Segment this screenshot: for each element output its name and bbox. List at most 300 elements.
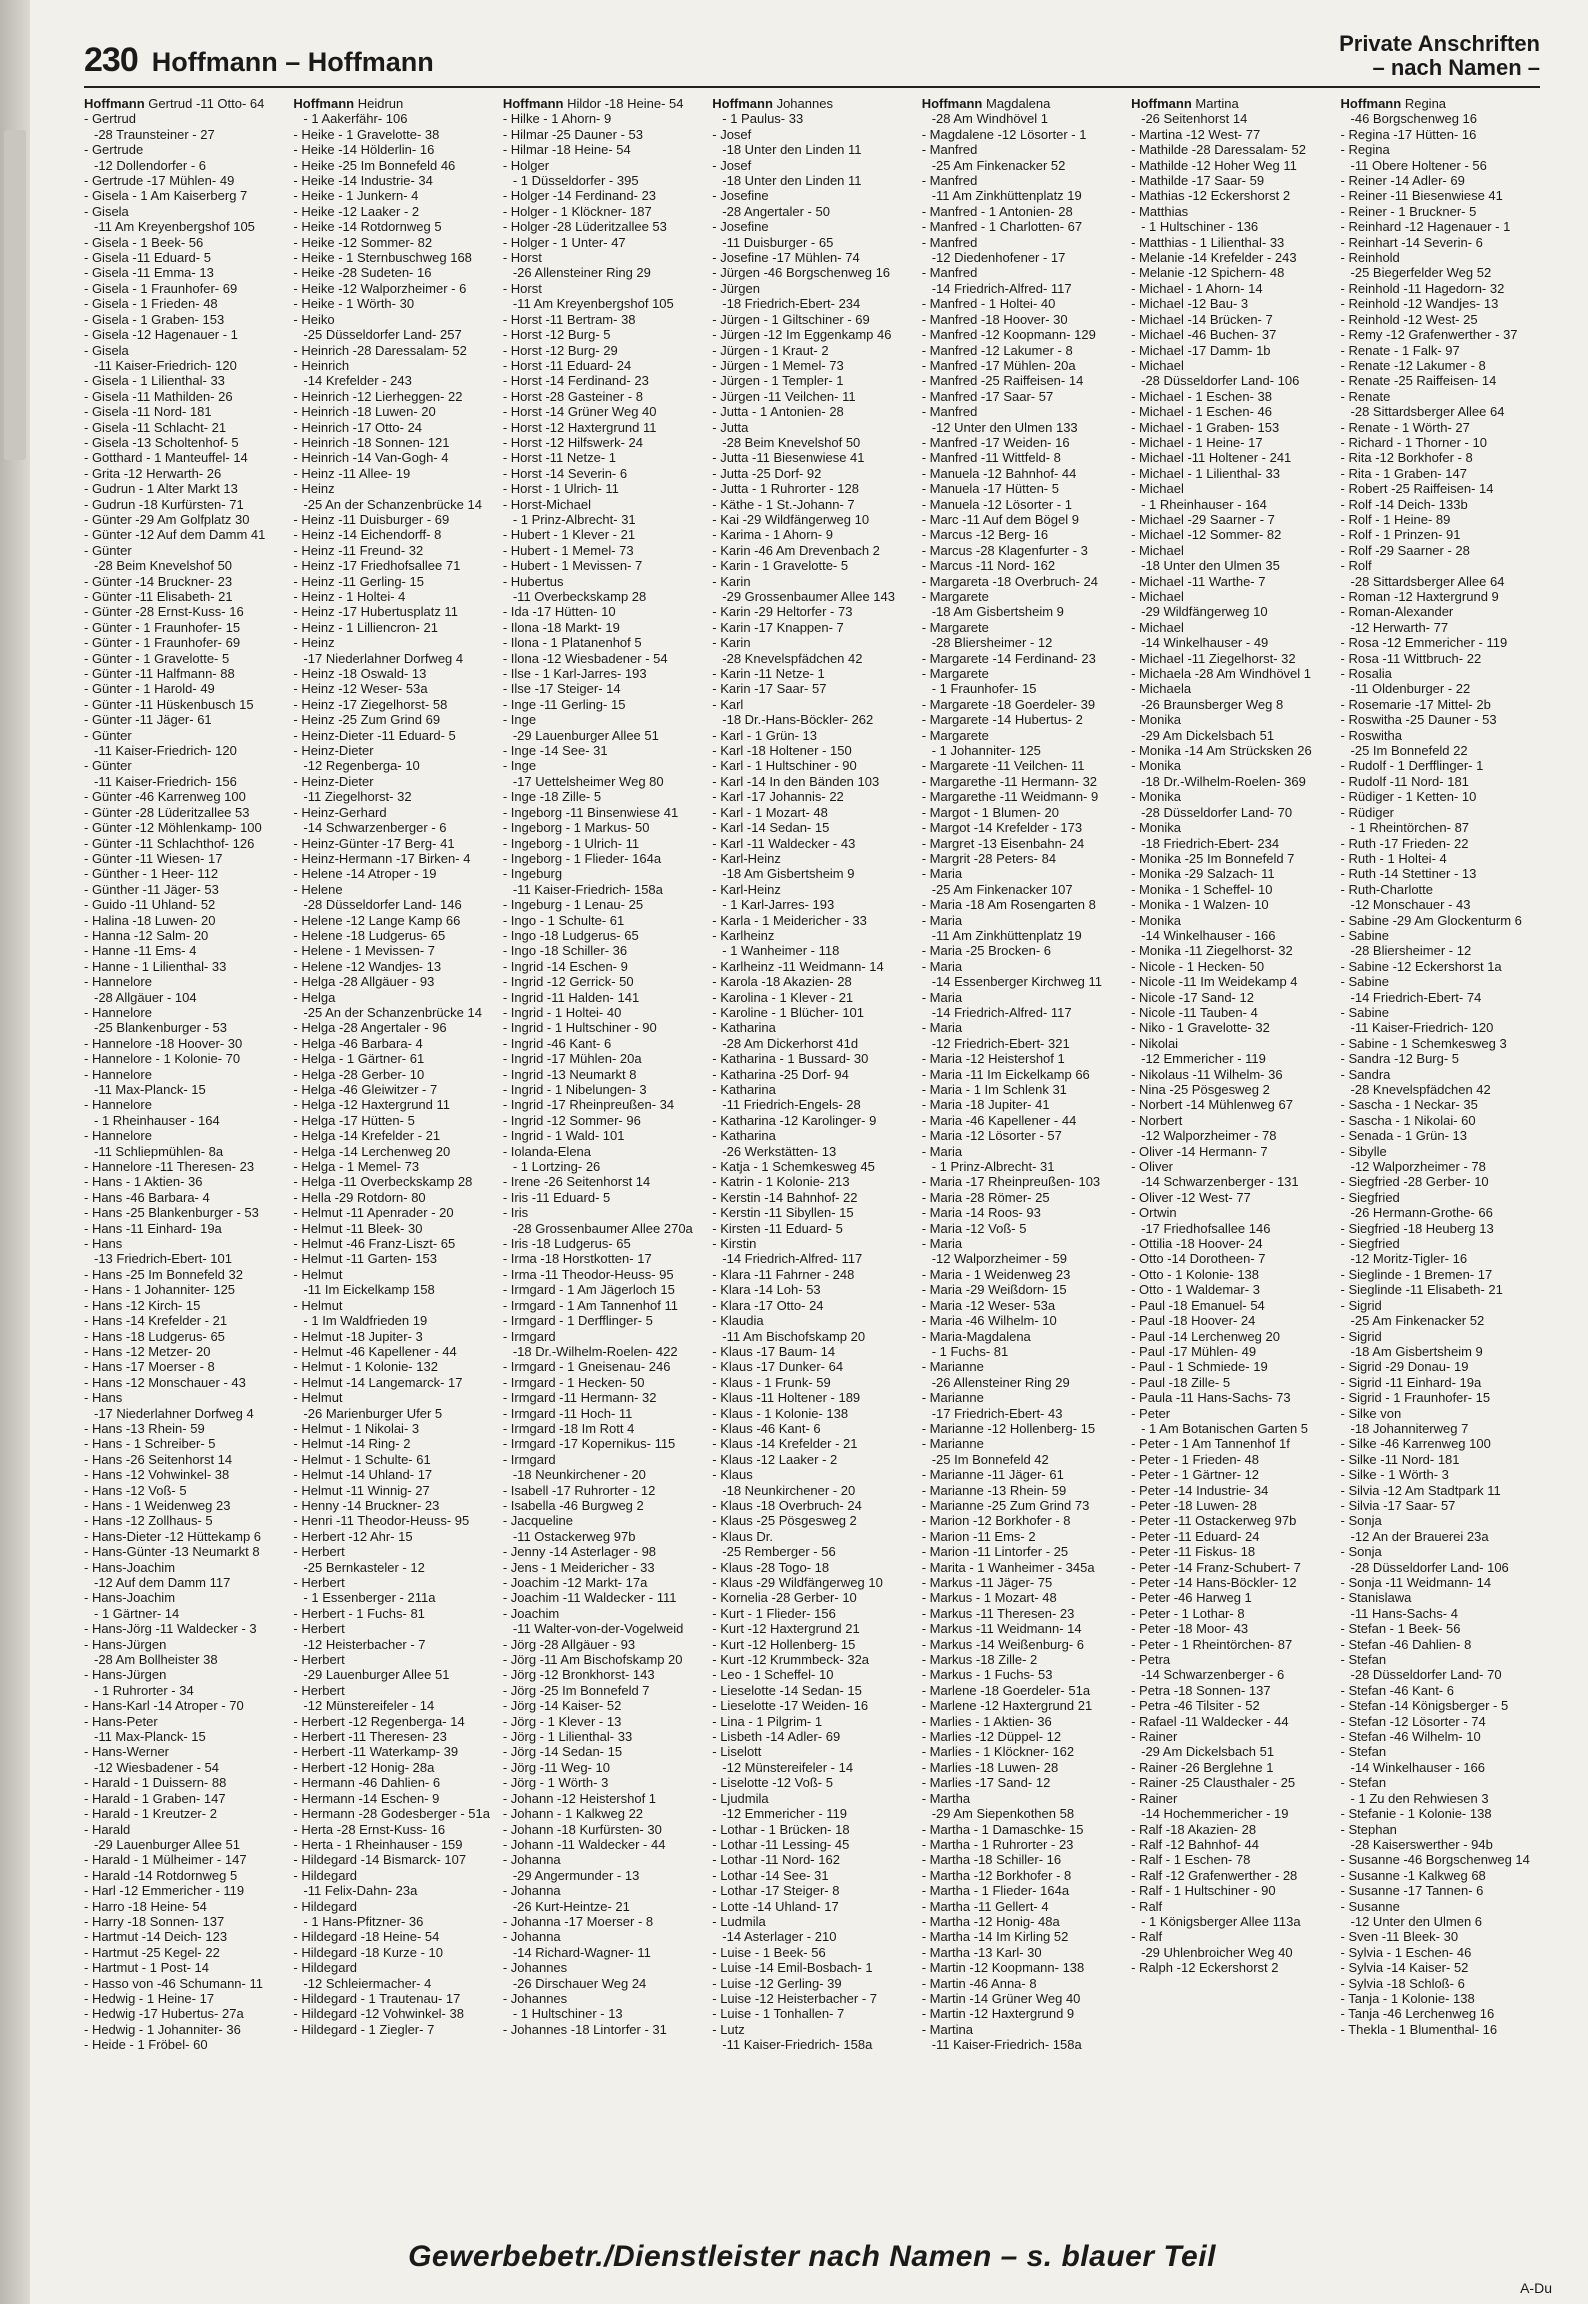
entry-text: -12 Diedenhofener - 17 [931, 250, 1066, 266]
entry-text: - Helmut -14 Langemarck- 17 [293, 1374, 463, 1390]
directory-entry [1341, 758, 1540, 773]
directory-entry [712, 959, 911, 974]
entry-text: - Martin -46 Anna- 8 [921, 1975, 1037, 1991]
directory-entry [712, 1128, 911, 1143]
entry-text: -28 Allgäuer - 104 [94, 989, 197, 1005]
entry-text: - Helmut -46 Kapellener - 44 [293, 1343, 457, 1359]
directory-entry [922, 728, 1121, 743]
directory-entry [1131, 204, 1330, 219]
directory-entry [1341, 589, 1540, 604]
directory-entry [1131, 1097, 1330, 1112]
directory-entry [922, 635, 1121, 650]
directory-entry [1341, 1020, 1540, 1035]
directory-entry [1341, 527, 1540, 542]
directory-entry [1131, 1452, 1330, 1467]
entry-text: - Irmgard -11 Hermann- 32 [502, 1390, 657, 1406]
entry-text: - Michael -11 Ziegelhorst- 32 [1131, 650, 1296, 666]
entry-text: - Katharina [712, 1020, 776, 1036]
directory-entry [922, 604, 1121, 619]
entry-text: - Manfred - 1 Charlotten- 67 [921, 219, 1083, 235]
directory-entry [503, 173, 702, 188]
directory-entry [922, 1667, 1121, 1682]
directory-entry [1131, 943, 1330, 958]
directory-entry [712, 111, 911, 126]
directory-entry [922, 1267, 1121, 1282]
directory-entry [1131, 1344, 1330, 1359]
entry-text: - Irmgard - 1 Derfflinger- 5 [502, 1313, 653, 1329]
entry-text: - Heinz-Gerhard [293, 804, 387, 820]
directory-entry [712, 1221, 911, 1236]
directory-entry [1341, 620, 1540, 635]
directory-entry [712, 420, 911, 435]
entry-text: - Harald [84, 1821, 131, 1837]
entry-text: -28 Düsseldorfer Land- 70 [1350, 1667, 1502, 1683]
entry-text: - Matthias - 1 Lilienthal- 33 [1131, 234, 1285, 250]
entry-text: - Mathilde -12 Hoher Weg 11 [1131, 157, 1297, 173]
directory-entry [1341, 974, 1540, 989]
directory-entry [1131, 158, 1330, 173]
entry-text: - Sieglinde -11 Elisabeth- 21 [1340, 1282, 1503, 1298]
entry-text: - Jörg - 1 Lilienthal- 33 [502, 1729, 633, 1745]
directory-entry [503, 1929, 702, 1944]
entry-text: - Ingrid -46 Kant- 6 [502, 1035, 612, 1051]
entry-text: - Susanne -17 Tannen- 6 [1340, 1883, 1484, 1899]
entry-text: - Marc -11 Auf dem Bögel 9 [921, 511, 1079, 527]
entry-text: - Oliver -12 West- 77 [1131, 1189, 1251, 1205]
directory-entry [1341, 343, 1540, 358]
entry-text: - Paul -18 Emanuel- 54 [1131, 1297, 1265, 1313]
directory-entry [1131, 420, 1330, 435]
entry-text: - 1 Zu den Rehwiesen 3 [1350, 1790, 1489, 1806]
entry-text: - Monika -29 Salzach- 11 [1131, 866, 1275, 882]
entry-text: - Magdalene -12 Lösorter - 1 [921, 126, 1087, 142]
directory-entry [712, 204, 911, 219]
directory-entry [1341, 866, 1540, 881]
entry-text: - Maria -18 Jupiter- 41 [921, 1097, 1050, 1113]
entry-text: - Heide - 1 Fröbel- 60 [84, 2037, 208, 2053]
directory-entry [1341, 943, 1540, 958]
entry-text: - Iris -18 Ludgerus- 65 [502, 1236, 631, 1252]
entry-text: - Nicole -17 Sand- 12 [1131, 989, 1254, 1005]
entry-text: -17 Uettelsheimer Weg 80 [512, 773, 664, 789]
entry-text: - Jenny -14 Asterlager - 98 [502, 1544, 657, 1560]
directory-entry [1341, 1744, 1540, 1759]
directory-entry [293, 1513, 492, 1528]
directory-entry [84, 1929, 283, 1944]
entry-text: - 1 Aakerfähr- 106 [303, 111, 408, 127]
entry-text: - Karl-Heinz [712, 881, 781, 897]
entry-text: - Stefan -14 Königsberger - 5 [1340, 1698, 1509, 1714]
directory-entry [503, 990, 702, 1005]
entry-text: -29 Uhlenbroicher Weg 40 [1141, 1944, 1293, 1960]
entry-text: - Irma -11 Theodor-Heuss- 95 [502, 1266, 674, 1282]
directory-entry [84, 1251, 283, 1266]
entry-text: - Manfred [921, 142, 978, 158]
directory-entry [84, 712, 283, 727]
directory-entry [712, 250, 911, 265]
entry-text: - Heike -14 Hölderlin- 16 [293, 142, 435, 158]
directory-entry [503, 1590, 702, 1605]
directory-entry [84, 373, 283, 388]
entry-text: - Sabine - 1 Schemkesweg 3 [1340, 1035, 1507, 1051]
directory-entry [503, 959, 702, 974]
entry-text: - Monika - 1 Scheffel- 10 [1131, 881, 1273, 897]
directory-entry [712, 1467, 911, 1482]
directory-entry [1131, 188, 1330, 203]
entry-text: - Hans -12 Monschauer - 43 [84, 1374, 246, 1390]
entry-text: - Horst-Michael [502, 496, 591, 512]
entry-text: - Gisela [84, 342, 129, 358]
directory-entry [293, 1344, 492, 1359]
entry-text: - Karoline - 1 Blücher- 101 [712, 1004, 865, 1020]
directory-entry [503, 651, 702, 666]
entry-text: - Michael [1131, 619, 1184, 635]
directory-entry [1341, 512, 1540, 527]
entry-text: - Peter -46 Harweg 1 [1131, 1590, 1252, 1606]
entry-text: - Margarete -14 Hubertus- 2 [921, 712, 1083, 728]
entry-text: - Heike - 1 Junkern- 4 [293, 188, 419, 204]
entry-text: - Ingrid - 1 Holtei- 40 [502, 1004, 622, 1020]
entry-text: -28 Bliersheimer - 12 [1350, 943, 1472, 959]
entry-text: - Michael -17 Damm- 1b [1131, 342, 1271, 358]
directory-entry [712, 1020, 911, 1035]
directory-entry [712, 928, 911, 943]
entry-text: -18 Neunkirchener - 20 [512, 1467, 646, 1483]
entry-text: - Hannelore [84, 1004, 152, 1020]
entry-text: - Heinz-Hermann -17 Birken- 4 [293, 850, 471, 866]
entry-text: - Hans -26 Seitenhorst 14 [84, 1451, 233, 1467]
directory-entry [712, 404, 911, 419]
entry-text: - 1 Paulus- 33 [722, 111, 804, 127]
entry-text: - Michael -12 Sommer- 82 [1131, 527, 1282, 543]
directory-entry [1341, 990, 1540, 1005]
directory-entry [503, 1683, 702, 1698]
entry-text: - Ruth-Charlotte [1340, 881, 1434, 897]
directory-entry [1341, 1544, 1540, 1559]
entry-text: - Inge -11 Gerling- 15 [502, 696, 626, 712]
directory-entry [712, 913, 911, 928]
entry-text: - Ruth - 1 Holtei- 4 [1340, 850, 1447, 866]
directory-entry [712, 512, 911, 527]
directory-entry [1341, 1899, 1540, 1914]
directory-entry [293, 1128, 492, 1143]
entry-text: -28 Knevelspfädchen 42 [1350, 1082, 1491, 1097]
directory-entry [1131, 142, 1330, 157]
directory-entry [1131, 527, 1330, 542]
directory-entry [1131, 1313, 1330, 1328]
entry-text: -14 Winkelhauser - 49 [1141, 635, 1269, 651]
directory-entry [922, 1760, 1121, 1775]
entry-text: -11 Kaiser-Friedrich- 158a [931, 2037, 1082, 2053]
entry-text: - Ottilia -18 Hoover- 24 [1131, 1236, 1263, 1252]
entry-text: - Helmut -11 Garten- 153 [293, 1251, 437, 1267]
directory-entry [293, 1698, 492, 1713]
directory-entry [922, 2037, 1121, 2052]
directory-entry [922, 805, 1121, 820]
directory-entry [922, 466, 1121, 481]
directory-entry [293, 142, 492, 157]
directory-entry [1131, 1960, 1330, 1975]
directory-entry [922, 1914, 1121, 1929]
entry-text: - Ingrid -11 Halden- 141 [502, 989, 640, 1005]
entry-text: - Silvia -12 Am Stadtpark 11 [1340, 1482, 1501, 1498]
directory-entry [1131, 959, 1330, 974]
entry-text: - Maria [921, 989, 963, 1005]
directory-column [1341, 96, 1540, 2214]
directory-entry [293, 820, 492, 835]
entry-text: - Sigrid -11 Einhard- 19a [1340, 1374, 1482, 1390]
entry-text: - Helga -46 Barbara- 4 [293, 1035, 423, 1051]
directory-entry [503, 142, 702, 157]
directory-entry [922, 820, 1121, 835]
entry-text: - Günter [84, 727, 132, 743]
directory-entry [712, 1621, 911, 1636]
entry-text: - Roswitha [1340, 727, 1402, 743]
directory-entry [712, 1729, 911, 1744]
directory-entry [84, 620, 283, 635]
entry-text: - Manfred [921, 173, 978, 189]
entry-text: - Katharina - 1 Bussard- 30 [712, 1051, 869, 1067]
entry-text: - Maria [921, 1020, 963, 1036]
directory-entry [503, 1945, 702, 1960]
directory-entry [712, 1390, 911, 1405]
directory-entry [922, 2006, 1121, 2021]
entry-text: - Martha - 1 Damaschke- 15 [921, 1821, 1084, 1837]
directory-entry [84, 250, 283, 265]
entry-text: - Günther -11 Jäger- 53 [84, 881, 219, 897]
entry-text: - Liselotte -12 Voß- 5 [712, 1775, 833, 1791]
entry-text: - Irmgard - 1 Gneisenau- 246 [502, 1359, 671, 1375]
directory-entry [1131, 1051, 1330, 1066]
directory-entry [1131, 435, 1330, 450]
entry-text: - 1 Rheintörchen- 87 [1350, 820, 1470, 836]
entry-text: - Stefanie - 1 Kolonie- 138 [1340, 1806, 1492, 1822]
entry-text: -29 Angermunder - 13 [512, 1867, 640, 1883]
entry-text: - Ingo -18 Ludgerus- 65 [502, 927, 639, 943]
directory-entry [503, 2022, 702, 2037]
directory-entry [84, 1390, 283, 1405]
directory-entry [712, 1544, 911, 1559]
directory-entry [922, 1144, 1121, 1159]
entry-text: - Günter -11 Wiesen- 17 [84, 850, 223, 866]
entry-text: - Reiner -11 Biesenwiese 41 [1340, 188, 1503, 204]
entry-text: - Peter -18 Moor- 43 [1131, 1621, 1249, 1637]
entry-text: - 1 Johanniter- 125 [931, 743, 1041, 759]
directory-entry [922, 543, 1121, 558]
entry-text: - Heinz -11 Allee- 19 [293, 465, 411, 481]
entry-text: - Klaus - 1 Frunk- 59 [712, 1374, 831, 1390]
entry-text: - Horst [502, 250, 542, 266]
directory-entry [84, 512, 283, 527]
directory-entry [84, 1806, 283, 1821]
directory-entry [293, 343, 492, 358]
directory-entry [922, 1190, 1121, 1205]
directory-entry [1341, 1406, 1540, 1421]
directory-entry [1341, 1390, 1540, 1405]
entry-text: - Horst -14 Severin- 6 [502, 465, 628, 481]
entry-text: - Stefan -12 Lösorter - 74 [1340, 1713, 1486, 1729]
directory-entry [1341, 728, 1540, 743]
directory-entry [922, 204, 1121, 219]
directory-entry [1131, 281, 1330, 296]
directory-entry [1341, 1775, 1540, 1790]
entry-text: - Heike -25 Im Bonnefeld 46 [293, 157, 456, 173]
entry-text: -18 Unter den Linden 11 [722, 142, 862, 158]
entry-text: - Karin - 1 Gravelotte- 5 [712, 558, 849, 574]
directory-entry [84, 589, 283, 604]
directory-entry [503, 373, 702, 388]
entry-text: - Markus -11 Weidmann- 14 [921, 1621, 1082, 1637]
directory-entry [712, 543, 911, 558]
entry-text: -11 Obere Holtener - 56 [1350, 157, 1487, 173]
directory-entry [1131, 1698, 1330, 1713]
entry-text: - Hans-Karl -14 Atroper - 70 [84, 1698, 244, 1714]
directory-entry [503, 1852, 702, 1867]
directory-entry [712, 1929, 911, 1944]
entry-text: -26 Allensteiner Ring 29 [512, 265, 651, 281]
directory-entry [84, 420, 283, 435]
directory-entry [1131, 1744, 1330, 1759]
entry-text: - Kornelia -28 Gerber- 10 [712, 1590, 857, 1606]
directory-entry [922, 1406, 1121, 1421]
directory-entry [712, 481, 911, 496]
directory-entry [922, 589, 1121, 604]
entry-text: - Siegfried -18 Heuberg 13 [1340, 1220, 1494, 1236]
directory-entry [1341, 420, 1540, 435]
directory-entry [293, 435, 492, 450]
entry-text: - Hans-Günter -13 Neumarkt 8 [84, 1544, 260, 1560]
directory-entry [1341, 1575, 1540, 1590]
directory-entry [293, 1267, 492, 1282]
directory-entry [293, 1822, 492, 1837]
entry-text: - Heinrich -28 Daressalam- 52 [293, 342, 467, 358]
entry-text: - Marlene -12 Haxtergrund 21 [921, 1698, 1093, 1714]
entry-text: - Karolina - 1 Klever - 21 [712, 989, 854, 1005]
directory-entry [1131, 728, 1330, 743]
entry-text: - Rosemarie -17 Mittel- 2b [1340, 696, 1491, 712]
directory-entry [922, 1822, 1121, 1837]
directory-entry [712, 1406, 911, 1421]
entry-text: - Heinz - 1 Lilliencron- 21 [293, 619, 438, 635]
entry-text: - Horst - 1 Ulrich- 11 [502, 481, 619, 497]
entry-surname: Hoffmann [502, 96, 564, 111]
entry-text: - 1 Lortzing- 26 [512, 1159, 601, 1175]
entry-text: - Herbert -12 Ahr- 15 [293, 1528, 413, 1544]
directory-entry [712, 1698, 911, 1713]
entry-text: -25 Im Bonnefeld 42 [931, 1451, 1049, 1467]
directory-entry [503, 974, 702, 989]
directory-entry [1131, 343, 1330, 358]
directory-entry [712, 1560, 911, 1575]
entry-text: -17 Friedhofsallee 146 [1141, 1220, 1271, 1236]
entry-text: - Silke -46 Karrenweg 100 [1340, 1436, 1491, 1452]
directory-entry [1131, 1467, 1330, 1482]
entry-text: - Helga [293, 989, 336, 1005]
directory-entry [84, 1113, 283, 1128]
entry-text: -11 Am Zinkhüttenplatz 19 [931, 927, 1082, 943]
directory-entry [293, 512, 492, 527]
directory-entry [1131, 1113, 1330, 1128]
directory-entry [1341, 481, 1540, 496]
entry-text: - Johannes [502, 1990, 568, 2006]
directory-entry [712, 173, 911, 188]
entry-text: - Helga -14 Krefelder - 21 [293, 1128, 441, 1144]
directory-entry [503, 1575, 702, 1590]
directory-entry [84, 1729, 283, 1744]
directory-entry [1131, 774, 1330, 789]
entry-text: - Hans - 1 Aktien- 36 [84, 1174, 203, 1190]
entry-text: - Günter -28 Ernst-Kuss- 16 [84, 604, 244, 620]
directory-entry [503, 1236, 702, 1251]
directory-entry [293, 1498, 492, 1513]
entry-text: - Rolf - 1 Prinzen- 91 [1340, 527, 1461, 543]
entry-text: - Katja - 1 Schemkesweg 45 [712, 1159, 875, 1175]
entry-text: - Günter -11 Schlachthof- 126 [84, 835, 255, 851]
directory-entry [84, 265, 283, 280]
entry-text: -28 Bliersheimer - 12 [931, 635, 1053, 651]
directory-entry [922, 774, 1121, 789]
directory-entry [84, 882, 283, 897]
directory-entry [503, 1313, 702, 1328]
entry-text: - Michael - 1 Lilienthal- 33 [1131, 465, 1280, 481]
entry-text: -28 Sittardsberger Allee 64 [1350, 404, 1505, 420]
directory-entry [712, 1760, 911, 1775]
entry-text: - Heinz -17 Ziegelhorst- 58 [293, 696, 448, 712]
entry-text: - Rosalia [1340, 666, 1392, 682]
directory-entry [293, 1544, 492, 1559]
directory-entry [84, 1852, 283, 1867]
entry-text: -26 Kurt-Heintze- 21 [512, 1898, 630, 1914]
entry-text: - Melanie -14 Krefelder - 243 [1131, 250, 1297, 266]
directory-entry [922, 1282, 1121, 1297]
directory-entry [293, 219, 492, 234]
directory-entry [922, 327, 1121, 342]
directory-entry [84, 2037, 283, 2052]
directory-entry [293, 1637, 492, 1652]
directory-entry [712, 712, 911, 727]
directory-entry [1341, 1036, 1540, 1051]
entry-text: - Hans -25 Blankenburger - 53 [84, 1205, 259, 1221]
entry-text: - Silke von [1340, 1405, 1402, 1421]
directory-entry [922, 1529, 1121, 1544]
directory-entry [293, 1144, 492, 1159]
entry-text: - Martha -12 Borkhofer - 8 [921, 1867, 1072, 1883]
directory-entry [712, 127, 911, 142]
directory-entry [84, 635, 283, 650]
directory-entry [84, 974, 283, 989]
entry-text: - Mathilde -17 Saar- 59 [1131, 173, 1265, 189]
directory-entry [1131, 836, 1330, 851]
directory-entry [1131, 1436, 1330, 1451]
entry-text: - Herbert [293, 1652, 345, 1668]
entry-text: - Maria -28 Römer- 25 [921, 1189, 1050, 1205]
entry-text: - Manfred -17 Saar- 57 [921, 388, 1054, 404]
entry-text: - Manfred [921, 404, 978, 420]
entry-text: - Herbert -12 Regenberga- 14 [293, 1713, 465, 1729]
entry-text: - Lothar - 1 Brücken- 18 [712, 1821, 850, 1837]
entry-text: - Reinhold -11 Hagedorn- 32 [1340, 280, 1505, 296]
entry-text: - Jörg -14 Kaiser- 52 [502, 1698, 622, 1714]
directory-entry [503, 913, 702, 928]
entry-text: -11 Ostackerweg 97b [512, 1528, 636, 1544]
entry-text: -18 Dr.-Wilhelm-Roelen- 369 [1141, 773, 1306, 789]
directory-entry [922, 697, 1121, 712]
entry-text: - Peter -11 Ostackerweg 97b [1131, 1513, 1297, 1529]
directory-entry [712, 1282, 911, 1297]
entry-text: - Marion -12 Borkhofer - 8 [921, 1513, 1071, 1529]
directory-entry [922, 1698, 1121, 1713]
directory-entry [293, 1976, 492, 1991]
